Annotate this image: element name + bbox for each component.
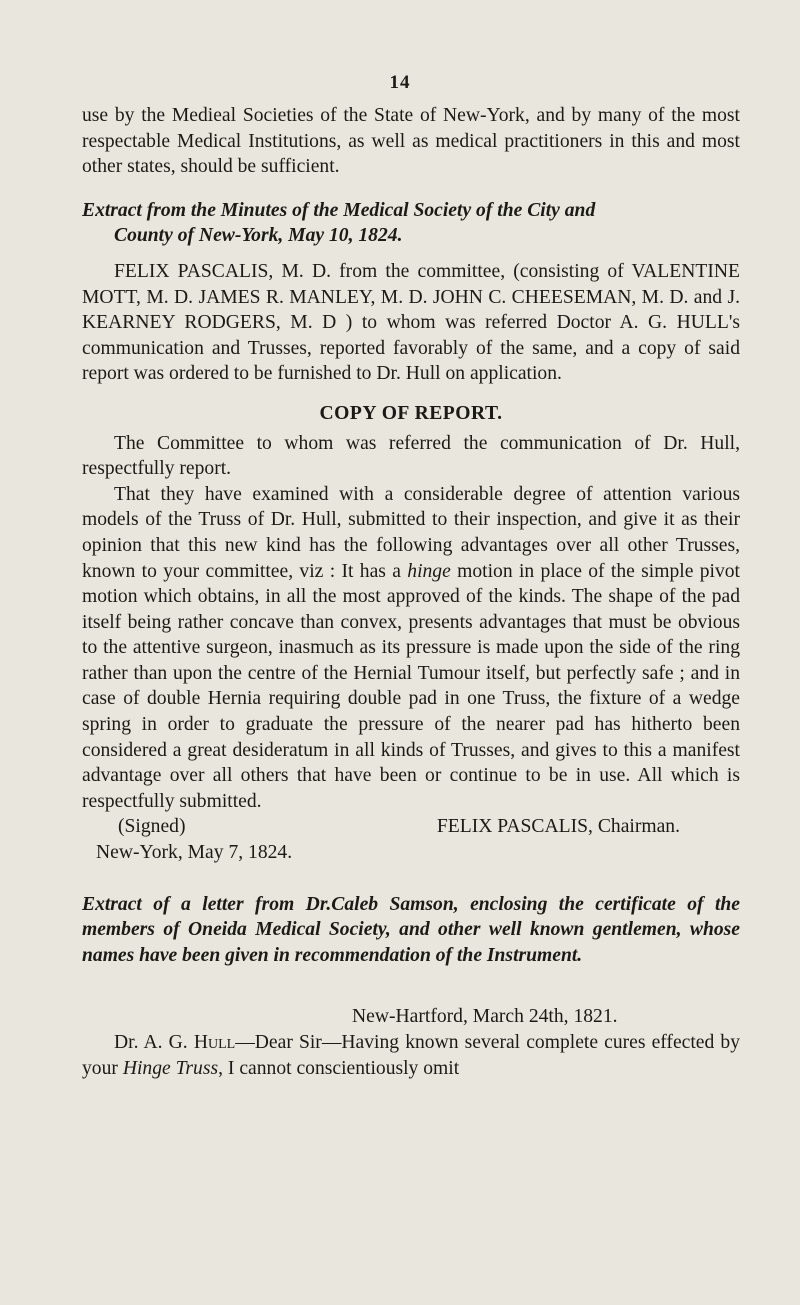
letter-salutation-dr: Dr. A. G.	[114, 1032, 194, 1053]
letter-place-date: New-Hartford, March 24th, 1821.	[352, 1006, 618, 1028]
extract-minutes-heading-line1: Extract from the Minutes of the Medical Society of the City and	[82, 199, 596, 221]
report-heading: COPY OF REPORT.	[319, 402, 503, 424]
signed-label: (Signed)	[118, 816, 186, 838]
letter-body-part1: —Dear Sir—Having known several complete cures effected by your	[82, 1032, 740, 1079]
letter-body-part2: , I cannot conscientiously omit	[218, 1057, 460, 1079]
report-paragraph-2-part1: That they have examined with a considerable degree of attention various models of the Truss of Dr. Hull, submitted to their inspection, and give it as their opinion that this new kind has the following advantages over all other Trusses, known to your committee, viz : It has a	[82, 483, 740, 582]
extract-minutes-heading-line2: County of New-York, May 10, 1824.	[114, 225, 403, 247]
page-body	[82, 103, 740, 1081]
extract-letter-heading: Extract of a letter from Dr.Caleb Samson, enclosing the certificate of the members of Oneida Medical Society, and other well known gentlemen, whose names have been given in recommendation of the Instrument.	[82, 893, 740, 966]
hinge-truss-emphasis: Hinge Truss	[122, 1057, 219, 1079]
report-paragraph-2-part2: motion in place of the simple pivot motion which obtains, in all the most approved of the kinds. The shape of the pad itself being rather concave than convex, presents advantages that must be obvious to the attentive surgeon, inasmuch as its pressure is made upon the side of the ring rather than upon the centre of the Hernial Tumour itself, but perfectly safe ; and in case of double Hernia requiring double pad in one Truss, the fixture of a wedge spring in order to graduate the pressure of the nearer pad has hitherto been considered a great desideratum in all kinds of Trusses, and gives to this a manifest advantage over all others that have been or continue to be in use. All which is respectfully submitted.	[82, 560, 741, 812]
intro-paragraph: use by the Medieal Societies of the State of New-York, and by many of the most respectable Medical Institutions, as well as medical practitioners in this and most other states, should be sufficient.	[82, 105, 740, 178]
letter-salutation-name: Hull	[193, 1032, 236, 1053]
signature-line	[82, 814, 740, 840]
report-dateline: New-York, May 7, 1824.	[96, 842, 293, 864]
hinge-emphasis: hinge	[407, 560, 451, 582]
extract-minutes-heading	[82, 198, 740, 249]
page-number: 14	[389, 72, 411, 93]
letter-opening	[82, 1030, 740, 1081]
report-paragraph-2	[82, 482, 740, 815]
minutes-paragraph: FELIX PASCALIS, M. D. from the committee, (consisting of VALENTINE MOTT, M. D. JAMES R. MANLEY, M. D. JOHN C. CHEESEMAN, M. D. and J. KEARNEY RODGERS, M. D ) to whom was referred Doctor A. G. HULL's communication and Trusses, reported favorably of the same, and a copy of said report was ordered to be furnished to Dr. Hull on application.	[82, 260, 740, 385]
signed-name: FELIX PASCALIS, Chairman.	[436, 816, 680, 838]
report-paragraph-1: The Committee to whom was referred the communication of Dr. Hull, respectfully report.	[82, 432, 740, 480]
